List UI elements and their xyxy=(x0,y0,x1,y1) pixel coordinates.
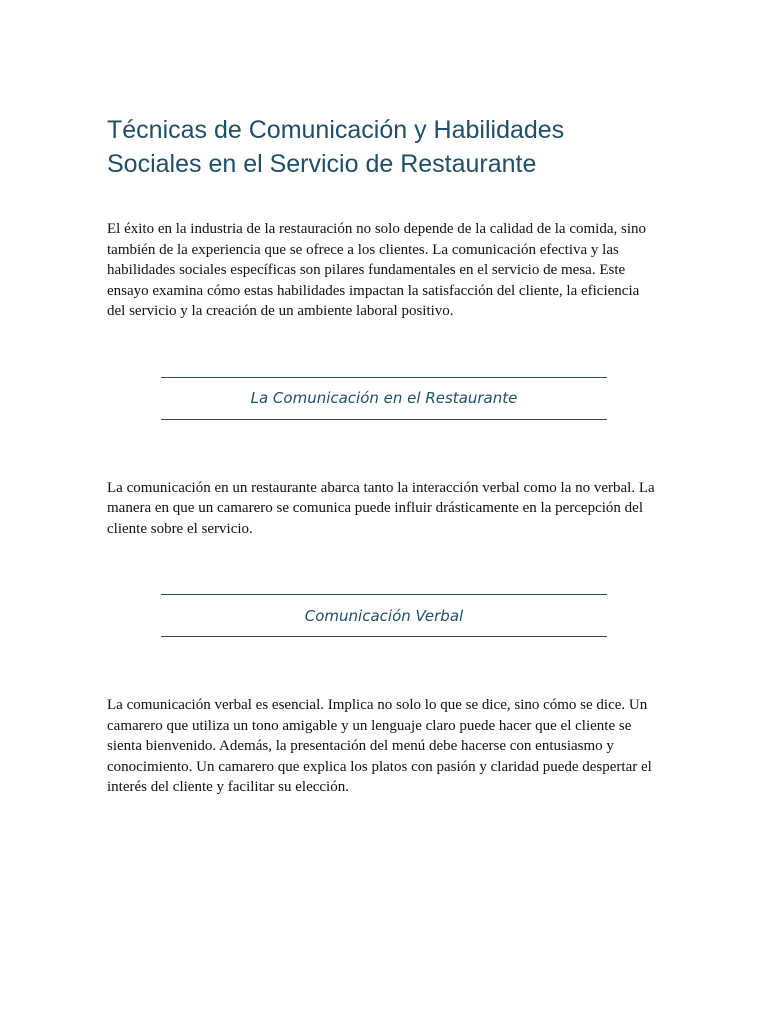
section-heading-verbal: Comunicación Verbal xyxy=(161,594,607,637)
document-content xyxy=(107,113,661,798)
document-title: Técnicas de Comunicación y Habilidades Sociales en el Servicio de Restaurante xyxy=(107,116,565,178)
section-heading-communication: La Comunicación en el Restaurante xyxy=(161,377,607,420)
section-paragraph-communication: La comunicación en un restaurante abarca tanto la interacción verbal como la no verbal. La manera en que un camarero se comunica puede influir drásticamente en la percepción del cliente sobre el servicio. xyxy=(107,479,655,537)
intro-paragraph: El éxito en la industria de la restauración no solo depende de la calidad de la comida, sino también de la experiencia que se ofrece a los clientes. La comunicación efectiva y las habilidades sociales específicas son pilares fundamentales en el servicio de mesa. Este ensayo examina cómo estas habilidades impactan la satisfacción del cliente, la eficiencia del servicio y la creación de un ambiente laboral positivo. xyxy=(107,221,646,319)
section-paragraph-verbal: La comunicación verbal es esencial. Implica no solo lo que se dice, sino cómo se dice. Un camarero que utiliza un tono amigable y un lenguaje claro puede hacer que el cliente se sienta bienvenido. Además, la presentación del menú debe hacerse con entusiasmo y conocimiento. Un camarero que explica los platos con pasión y claridad puede despertar el interés del cliente y facilitar su elección. xyxy=(107,697,652,795)
